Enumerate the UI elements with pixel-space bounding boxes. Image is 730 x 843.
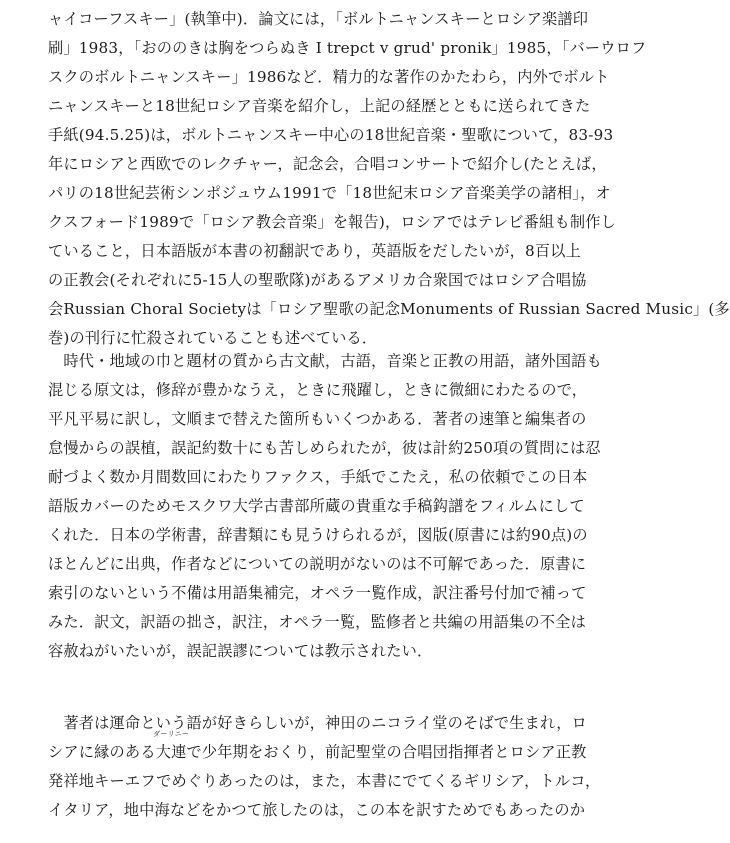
ruby-reading: ダーリニー	[153, 730, 190, 738]
text-line: クスフォード1989で「ロシア教会音楽」を報告)，ロシアではテレビ番組も制作し	[48, 213, 616, 231]
ruby-word	[153, 730, 190, 765]
text-line: イタリア，地中海などをかつて旅したのは，この本を訳すためでもあったのか	[48, 801, 586, 819]
text-line: ャイコーフスキー」(執筆中)．論文には，「ボルトニャンスキーとロシア楽譜印	[48, 10, 589, 28]
text-line: 年にロシアと西欧でのレクチャー，記念会，合唱コンサートで紹介し(たとえば，	[48, 155, 607, 173]
text-line: 著者は運命という語が好きらしいが，神田のニコライ堂のそばで生まれ，ロ	[48, 714, 588, 732]
text-line: ていること，日本語版が本書の初翻訳であり，英語版をだしたいが，8百以上	[48, 242, 582, 260]
text-line: 会Russian Choral Societyは「ロシア聖歌の記念Monuments of Russian Sacred Music」(多	[48, 300, 730, 318]
text-line: スクのボルトニャンスキー」1986など．精力的な著作のかたわら，内外でボルト	[48, 68, 610, 86]
ruby-base: 大連	[155, 743, 187, 761]
text-line: 発祥地キーエフでめぐりあったのは，また，本書にでてくるギリシア，トルコ，	[48, 772, 601, 790]
text-line: 混じる原文は，修辞が豊かなうえ，ときに飛躍し，ときに微細にわたるので，	[48, 381, 588, 399]
text-line: 怠慢からの誤植，誤記約数十にも苦しめられたが，彼は計約250項の質問には忍	[48, 439, 601, 457]
text-line: の正教会(それぞれに5-15人の聖歌隊)があるアメリカ合衆国ではロシア合唱協	[48, 271, 587, 289]
text-line: ほとんどに出典，作者などについての説明がないのは不可解であった．原書に	[48, 555, 587, 573]
text-line: 耐づよく数か月間数回にわたりファクス，手紙でこたえ，私の依頼でこの日本	[48, 468, 588, 486]
text-line: みた．訳文，訳語の拙さ，訳注，オペラ一覧，監修者と共編の用語集の不全は	[48, 613, 586, 631]
text-line: シアに縁のある ダーリニー 大連で少年期をおくり，前記聖堂の合唱団指揮者とロシア正教	[48, 739, 608, 765]
text-line: 平凡平易に訳し，文順まで替えた箇所もいくつかある．著者の速筆と編集者の	[48, 410, 587, 428]
text-line: くれた．日本の学術書，辞書類にも見うけられるが，図版(原書には約90点)の	[48, 526, 588, 544]
text-line: 容赦ねがいたいが，誤記誤謬については教示されたい．	[48, 642, 433, 660]
text-line: 手紙(94.5.25)は，ボルトニャンスキー中心の18世紀音楽・聖歌について，83-93	[48, 126, 614, 144]
text-line: 時代・地域の巾と題材の質から古文献，古語，音楽と正教の用語，諸外国語も	[48, 352, 602, 370]
text-line: ニャンスキーと18世紀ロシア音楽を紹介し，上記の経歴とともに送られてきた	[48, 97, 591, 115]
text-line: 語版カバーのためモスクワ大学古書部所蔵の貴重な手稿鈎譜をフィルムにして	[48, 497, 585, 515]
text-line: 索引のないという不備は用語集補完，オペラ一覧作成，訳注番号付加で補って	[48, 584, 587, 602]
text-line: 巻)の刊行に忙殺されていることも述べている．	[48, 329, 378, 347]
text-line: パリの18世紀芸術シンポジュウム1991で「18世紀末ロシア音楽美学の諸相」，オ	[48, 184, 611, 202]
text-line: 刷」1983，「おののきは胸をつらぬき I trepct v grud' pronik」1985，「バーウロフ	[48, 39, 647, 57]
